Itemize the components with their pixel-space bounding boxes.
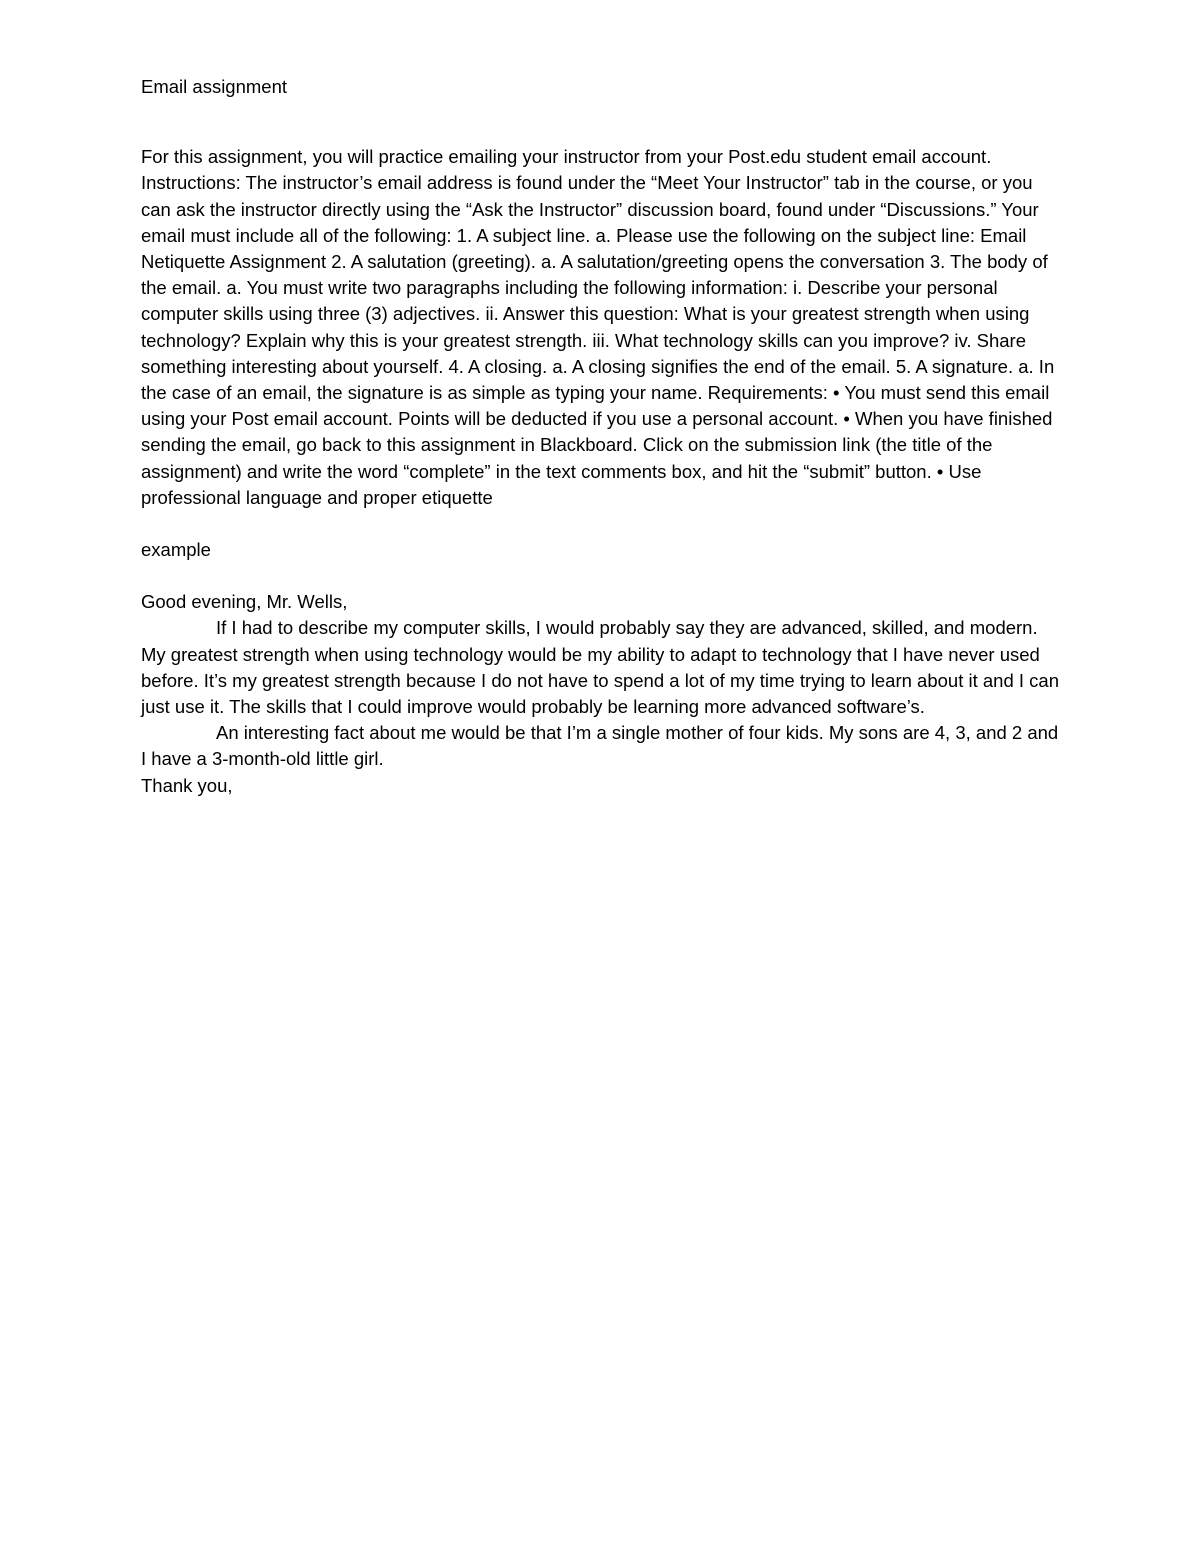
example-email	[141, 589, 1066, 799]
email-paragraph-1: If I had to describe my computer skills, I would probably say they are advanced, skilled, and modern. My greatest strength when using technology would be my ability to adapt to technology that I have never used before. It’s my greatest strength because I do not have to spend a lot of my time trying to learn about it and I can just use it. The skills that I could improve would probably be learning more advanced software’s.	[141, 617, 1059, 718]
example-label: example	[141, 539, 211, 561]
document-title: Email assignment	[141, 76, 288, 97]
email-closing: Thank you,	[141, 774, 233, 796]
assignment-instructions: For this assignment, you will practice emailing your instructor from your Post.edu student email account. Instructions: The instructor’s email address is found under the “Meet Your Instructor” tab in the course, or you can ask the instructor directly using the “Ask the Instructor” discussion board, found under “Discussions.” Your email must include all of the following: 1. A subject line. a. Please use the following on the subject line: Email Netiquette Assignment 2. A salutation (greeting). a. A salutation/greeting opens the conversation 3. The body of the email. a. You must write two paragraphs including the following information: i. Describe your personal computer skills using three (3) adjectives. ii. Answer this question: What is your greatest strength when using technology? Explain why this is your greatest strength. iii. What technology skills can you improve? iv. Share something interesting about yourself. 4. A closing. a. A closing signifies the end of the email. 5. A signature. a. In the case of an email, the signature is as simple as typing your name. Requirements: • You must send this email using your Post email account. Points will be deducted if you use a personal account. • When you have finished sending the email, go back to this assignment in Blackboard. Click on the submission link (the title of the assignment) and write the word “complete” in the text comments box, and hit the “submit” button. • Use professional language and proper etiquette	[141, 146, 1055, 508]
email-paragraph-2: An interesting fact about me would be that I’m a single mother of four kids. My sons are 4, 3, and 2 and I have a 3-month-old little girl.	[141, 722, 1059, 770]
email-greeting: Good evening, Mr. Wells,	[141, 591, 348, 613]
document-content	[141, 74, 1066, 799]
